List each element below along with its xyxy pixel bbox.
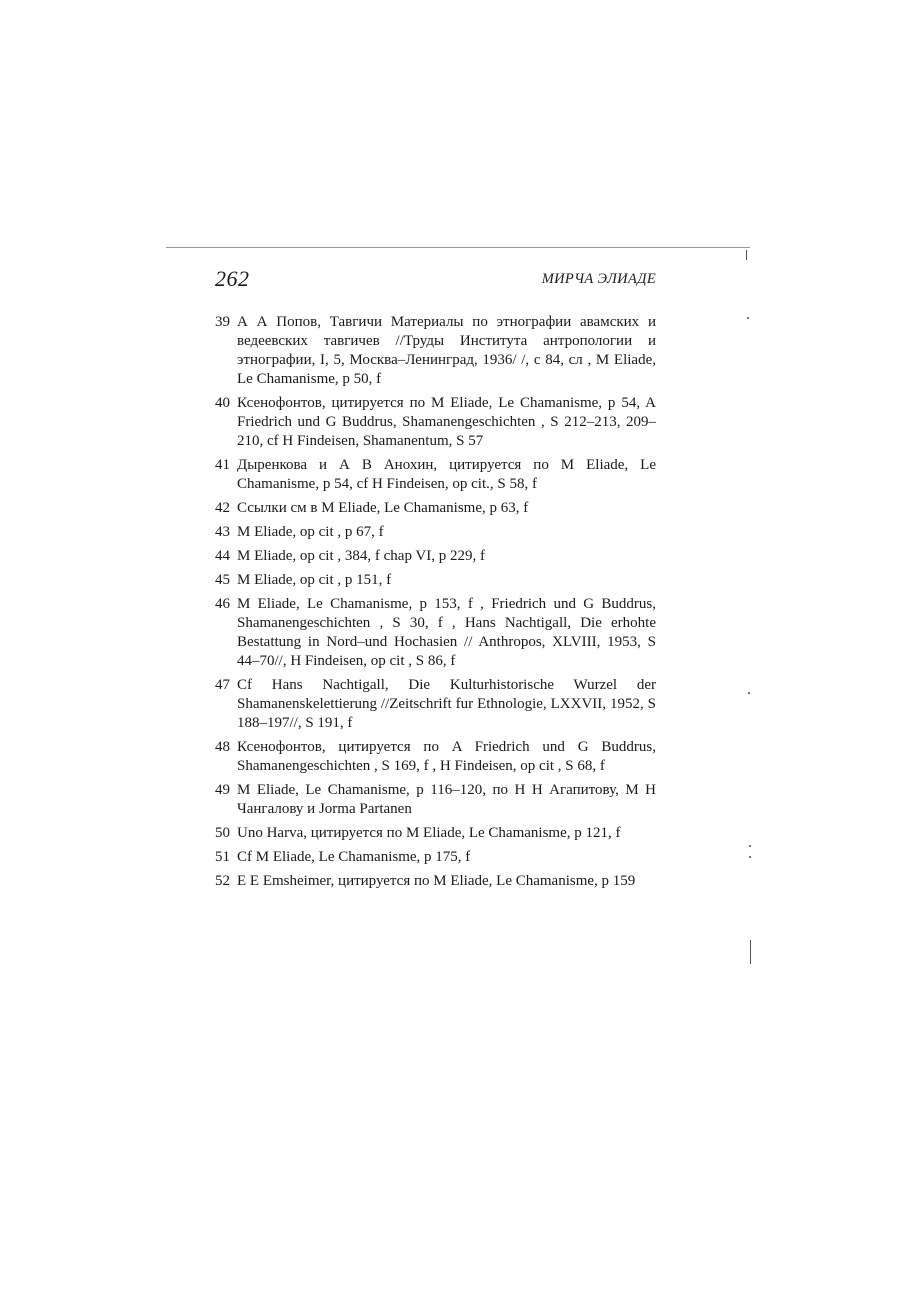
- endnote-number: 52: [215, 873, 230, 889]
- endnote-text: Ксенофонтов, цитируется по M Eliade, Le Chamanisme, p 54, A Friedrich und G Buddrus, Shamanengeschichten , S 212–213, 209–210, cf H Findeisen, Shamanentum, S 57: [237, 395, 656, 449]
- endnote-text: E E Emsheimer, цитируется по M Eliade, Le Chamanisme, p 159: [237, 873, 636, 889]
- endnote: [215, 394, 656, 451]
- endnote: [215, 547, 656, 566]
- endnote-text: Cf Hans Nachtigall, Die Kulturhistorische Wurzel der Shamanenskelettierung //Zeitschrift fur Ethnologie, LXXVII, 1952, S 188–197//, S 191, f: [237, 677, 656, 731]
- endnote: [215, 595, 656, 671]
- endnote-text: M Eliade, Le Chamanisme, p 153, f , Friedrich und G Buddrus, Shamanengeschichten , S 30, f , Hans Nachtigall, Die erhohte Bestattung in Nord–und Hochasien // Anthropos, XLVIII, 1953, S 44–70//, H Findeisen, op cit , S 86, f: [237, 596, 656, 669]
- scan-speck: [749, 856, 751, 858]
- endnote: [215, 676, 656, 733]
- endnote-number: 45: [215, 572, 230, 588]
- scan-speck: [747, 317, 749, 319]
- scan-edge-mark: [750, 940, 751, 964]
- endnote: [215, 781, 656, 819]
- scan-edge-mark: [746, 250, 747, 260]
- endnote: [215, 571, 656, 590]
- endnote-text: Дыренкова и А В Анохин, цитируется по M Eliade, Le Chamanisme, p 54, cf H Findeisen, op cit., S 58, f: [237, 457, 656, 492]
- endnote: [215, 824, 656, 843]
- endnote-number: 48: [215, 739, 230, 755]
- endnote: [215, 499, 656, 518]
- endnote-text: M Eliade, op cit , p 67, f: [237, 524, 384, 540]
- scan-speck: [748, 692, 750, 694]
- endnote-number: 51: [215, 849, 230, 865]
- endnote-number: 50: [215, 825, 230, 841]
- endnote-text: Uno Harva, цитируется по M Eliade, Le Chamanisme, p 121, f: [237, 825, 621, 841]
- scan-speck: [749, 845, 751, 847]
- page-number: 262: [215, 266, 250, 291]
- endnotes-list: [215, 313, 656, 896]
- endnote-number: 49: [215, 782, 230, 798]
- endnote-number: 44: [215, 548, 230, 564]
- endnote: [215, 456, 656, 494]
- header-rule: [166, 247, 750, 248]
- endnote-text: Ссылки см в M Eliade, Le Chamanisme, p 63, f: [237, 500, 529, 516]
- endnote-number: 43: [215, 524, 230, 540]
- endnote-text: M Eliade, op cit , p 151, f: [237, 572, 392, 588]
- page-header: [215, 266, 656, 296]
- running-head: МИРЧА ЭЛИАДЕ: [541, 271, 656, 287]
- endnote-number: 46: [215, 596, 230, 612]
- endnote: [215, 523, 656, 542]
- endnote-text: M Eliade, Le Chamanisme, p 116–120, по Н Н Агапитову, М Н Чангалову и Jorma Partanen: [237, 782, 656, 817]
- endnote-number: 42: [215, 500, 230, 516]
- endnote-number: 40: [215, 395, 230, 411]
- endnote-text: Ксенофонтов, цитируется по A Friedrich und G Buddrus, Shamanengeschichten , S 169, f , H Findeisen, op cit , S 68, f: [237, 739, 656, 774]
- endnote: [215, 738, 656, 776]
- endnote-text: M Eliade, op cit , 384, f chap VI, p 229, f: [237, 548, 486, 564]
- endnote: [215, 872, 656, 891]
- endnote-number: 47: [215, 677, 230, 693]
- endnote-text: А А Попов, Тавгичи Материалы по этнографии авамских и ведеевских тавгичев //Труды Института антропологии и этнографии, I, 5, Москва–Ленинград, 1936/ /, с 84, сл , M Eliade, Le Chamanisme, p 50, f: [237, 314, 656, 387]
- endnote-text: Cf M Eliade, Le Chamanisme, p 175, f: [237, 849, 471, 865]
- endnote: [215, 313, 656, 389]
- endnote: [215, 848, 656, 867]
- endnote-number: 41: [215, 457, 230, 473]
- endnote-number: 39: [215, 314, 230, 330]
